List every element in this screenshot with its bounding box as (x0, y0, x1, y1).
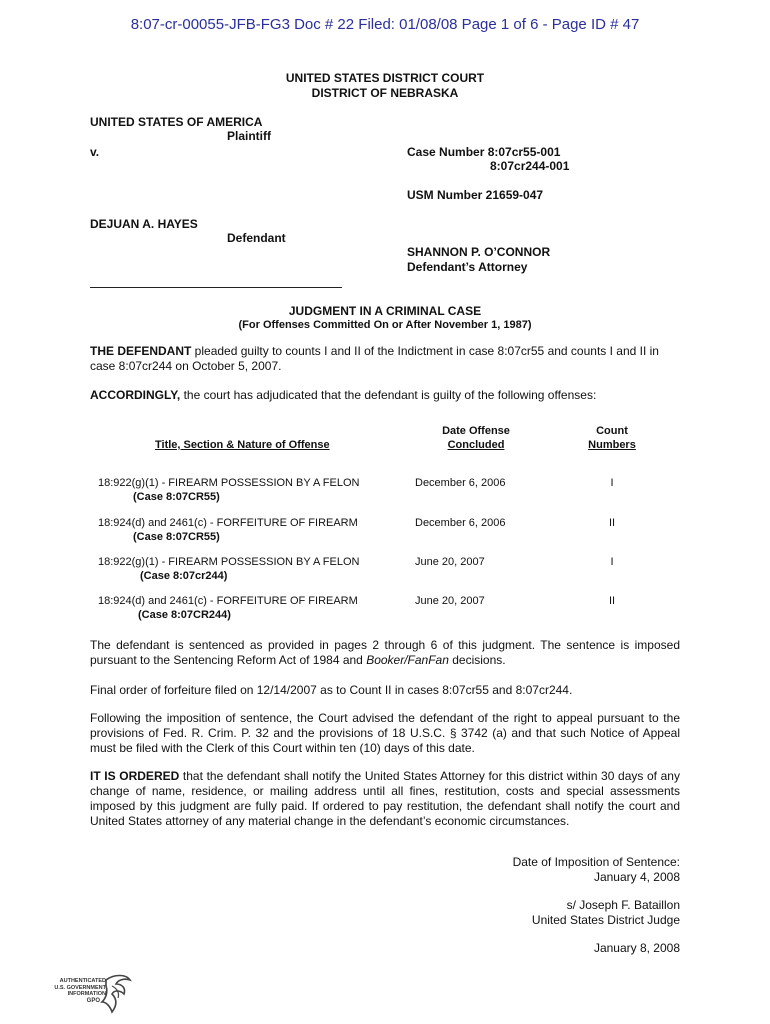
col-header-date (420, 424, 532, 452)
table-row (98, 516, 388, 544)
col-header-count (570, 424, 654, 452)
attorney-role: Defendant’s Attorney (407, 260, 528, 274)
sentence-tail: decisions. (448, 653, 506, 667)
sentence-paragraph (90, 638, 680, 668)
offense-text: 18:924(d) and 2461(c) - FORFEITURE OF FIREARM (98, 595, 358, 607)
offense-date: December 6, 2006 (415, 517, 506, 529)
court-name (0, 71, 770, 101)
sentence-text: The defendant is sentenced as provided in pages 2 through 6 of this judgment. The sentence is imposed pursuant to the Sentencing Reform Act of 1984 and (90, 638, 680, 667)
table-row (98, 476, 388, 504)
offense-text: 18:922(g)(1) - FIREARM POSSESSION BY A FELON (98, 477, 360, 489)
gpo-seal (44, 972, 134, 1018)
accordingly-paragraph (90, 388, 680, 403)
table-row (98, 594, 388, 622)
filing-stamp: 8:07-cr-00055-JFB-FG3 Doc # 22 Filed: 01/08/08 Page 1 of 6 - Page ID # 47 (130, 16, 640, 33)
offense-count: II (608, 517, 616, 529)
attorney-name: SHANNON P. O’CONNOR (407, 245, 551, 259)
plaintiff-role: Plaintiff (227, 129, 271, 143)
offense-date: December 6, 2006 (415, 477, 506, 489)
col-header-count-l2: Numbers (588, 439, 636, 451)
court-line-1: UNITED STATES DISTRICT COURT (285, 71, 485, 85)
offense-case: (Case 8:07cr244) (140, 570, 228, 582)
judgment-subtitle: (For Offenses Committed On or After November 1, 1987) (238, 319, 532, 331)
sign-date: January 8, 2008 (593, 941, 680, 955)
defendant-lead: THE DEFENDANT (90, 344, 192, 358)
offense-case: (Case 8:07CR55) (133, 491, 220, 503)
signature-block (513, 855, 680, 956)
offense-count: II (608, 595, 616, 607)
offense-text: 18:922(g)(1) - FIREARM POSSESSION BY A FELON (98, 556, 360, 568)
col-header-count-l1: Count (596, 425, 628, 437)
offense-count: I (610, 477, 614, 489)
col-header-date-l1: Date Offense (442, 425, 510, 437)
offense-case: (Case 8:07CR244) (138, 609, 231, 621)
col-header-date-l2: Concluded (447, 439, 505, 451)
offense-text: 18:924(d) and 2461(c) - FORFEITURE OF FIREARM (98, 517, 358, 529)
versus: v. (90, 145, 100, 159)
table-row (98, 555, 388, 583)
defendant-name: DEJUAN A. HAYES (90, 217, 198, 231)
eagle-icon (100, 972, 134, 1018)
accordingly-text: the court has adjudicated that the defendant is guilty of the following offenses: (180, 388, 597, 402)
offense-date: June 20, 2007 (415, 595, 485, 607)
usm-number: USM Number 21659-047 (407, 188, 544, 202)
accordingly-lead: ACCORDINGLY, (90, 388, 181, 402)
forfeiture-paragraph: Final order of forfeiture filed on 12/14/2007 as to Count II in cases 8:07cr55 and 8:07cr244. (90, 683, 573, 697)
judge-title: United States District Judge (531, 913, 680, 927)
gpo-seal-line-4: GPO (86, 997, 100, 1004)
ordered-paragraph (90, 769, 680, 829)
col-header-offense: Title, Section & Nature of Offense (155, 439, 330, 451)
court-line-2: DISTRICT OF NEBRASKA (311, 86, 459, 100)
case-number-2: 8:07cr244-001 (490, 159, 570, 173)
imposition-label: Date of Imposition of Sentence: (512, 855, 680, 869)
gpo-seal-line-1: AUTHENTICATED (59, 978, 106, 984)
judgment-title: JUDGMENT IN A CRIMINAL CASE (288, 304, 482, 318)
offense-date: June 20, 2007 (415, 556, 485, 568)
sentence-italic: Booker/FanFan (366, 653, 449, 667)
offense-case: (Case 8:07CR55) (133, 531, 220, 543)
ordered-lead: IT IS ORDERED (90, 769, 180, 783)
appeal-paragraph: Following the imposition of sentence, the Court advised the defendant of the right to appeal pursuant to the provisions of Fed. R. Crim. P. 32 and the provisions of 18 U.S.C. § 3742 (a) and that such Notice of Appeal must be filed with the Clerk of this Court within ten (10) days of this date. (90, 711, 680, 755)
case-number: Case Number 8:07cr55-001 (407, 145, 561, 159)
plaintiff-name: UNITED STATES OF AMERICA (90, 115, 263, 129)
gpo-seal-text (44, 978, 106, 1004)
caption-divider (90, 287, 342, 288)
imposition-date: January 4, 2008 (593, 870, 680, 884)
gpo-seal-line-2: U.S. GOVERNMENT (54, 984, 106, 991)
ordered-text: that the defendant shall notify the United States Attorney for this district within 30 days of any change of name, residence, or mailing address until all fines, restitution, costs and special assessments imposed by this judgment are fully paid. If ordered to pay restitution, the defendant shall notify the court and United States attorney of any material change in the defendant’s economic circumstances. (90, 769, 680, 828)
defendant-paragraph (90, 344, 680, 374)
defendant-role: Defendant (227, 231, 286, 245)
gpo-seal-line-3: INFORMATION (67, 991, 106, 997)
judge-signature: s/ Joseph F. Bataillon (566, 898, 680, 912)
offense-count: I (610, 556, 614, 568)
defendant-text: pleaded guilty to counts I and II of the Indictment in case 8:07cr55 and counts I and II in case 8:07cr244 on October 5, 2007. (90, 344, 659, 373)
